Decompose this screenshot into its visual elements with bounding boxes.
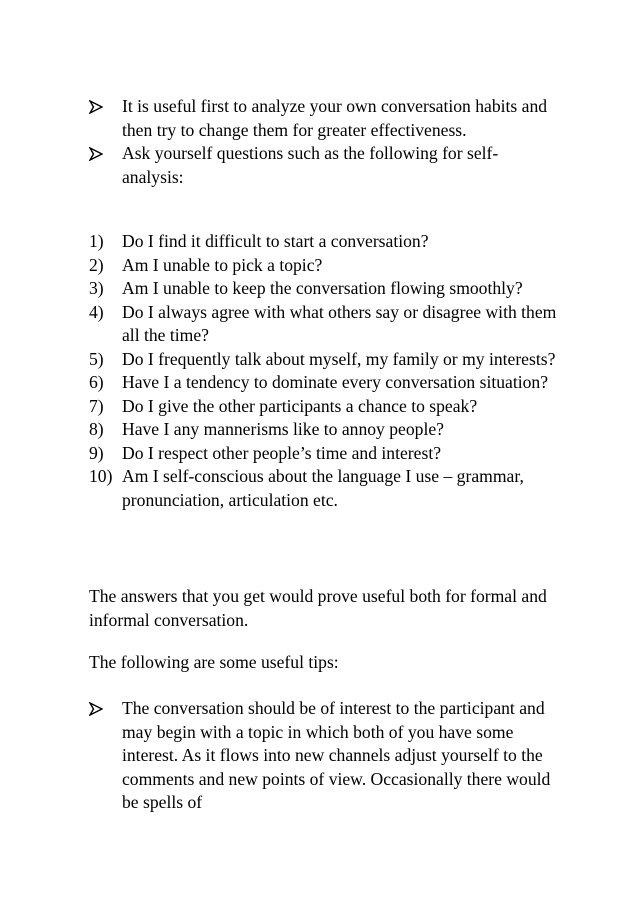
question-number: 10) (89, 466, 113, 486)
question-text: Do I respect other people’s time and interest? (122, 442, 442, 463)
question-text: Do I always agree with what others say or disagree with them all the time? (122, 301, 557, 345)
question-number: 6) (89, 372, 104, 392)
question-text: Have I any mannerisms like to annoy people? (122, 419, 444, 439)
tips-bullet-list (89, 697, 559, 815)
question-text: Am I self-conscious about the language I use – grammar, pronunciation, articulation etc. (122, 466, 524, 510)
intro-bullet-text: It is useful first to analyze your own conversation habits and then try to change them for greater effectiveness. (122, 96, 548, 140)
question-item (89, 465, 559, 512)
question-text: Am I unable to keep the conversation flowing smoothly? (122, 278, 523, 298)
arrow-bullet-icon (89, 147, 103, 161)
question-list (89, 230, 559, 512)
intro-bullet-text: Ask yourself questions such as the following for self-analysis: (122, 143, 499, 187)
question-item (89, 442, 559, 466)
question-item (89, 418, 559, 442)
question-item (89, 254, 559, 278)
arrow-bullet-icon (89, 100, 103, 114)
question-number: 2) (89, 254, 104, 275)
intro-bullet-item (89, 95, 559, 142)
question-item (89, 348, 559, 372)
question-text: Am I unable to pick a topic? (122, 254, 323, 275)
tips-heading-text: The following are some useful tips: (89, 652, 339, 672)
question-number: 5) (89, 348, 104, 369)
question-item (89, 371, 559, 395)
tips-bullet-text: The conversation should be of interest to the participant and may begin with a topic in which both of you have some interest. As it flows into new channels adjust yourself to the comments and new points of view. Occasionally there would be spells of (122, 698, 551, 812)
question-item (89, 230, 559, 254)
question-text: Have I a tendency to dominate every conversation situation? (122, 372, 549, 392)
question-item (89, 301, 559, 348)
question-number: 3) (89, 278, 104, 298)
question-text: Do I frequently talk about myself, my family or my interests? (122, 348, 556, 369)
question-number: 8) (89, 419, 104, 439)
intro-bullet-item (89, 142, 559, 189)
answers-paragraph-text: The answers that you get would prove useful both for formal and informal conversation. (89, 586, 547, 630)
tips-bullet-item (89, 697, 559, 815)
intro-bullet-list (89, 95, 559, 189)
answers-paragraph (89, 585, 559, 632)
question-text: Do I give the other participants a chance to speak? (122, 395, 478, 416)
question-text: Do I find it difficult to start a conversation? (122, 231, 429, 251)
arrow-bullet-icon (89, 702, 103, 716)
question-item (89, 277, 559, 301)
question-number: 4) (89, 301, 104, 322)
question-number: 1) (89, 231, 104, 251)
question-number: 9) (89, 442, 104, 463)
tips-heading (89, 651, 559, 675)
question-item (89, 395, 559, 419)
question-number: 7) (89, 395, 104, 416)
